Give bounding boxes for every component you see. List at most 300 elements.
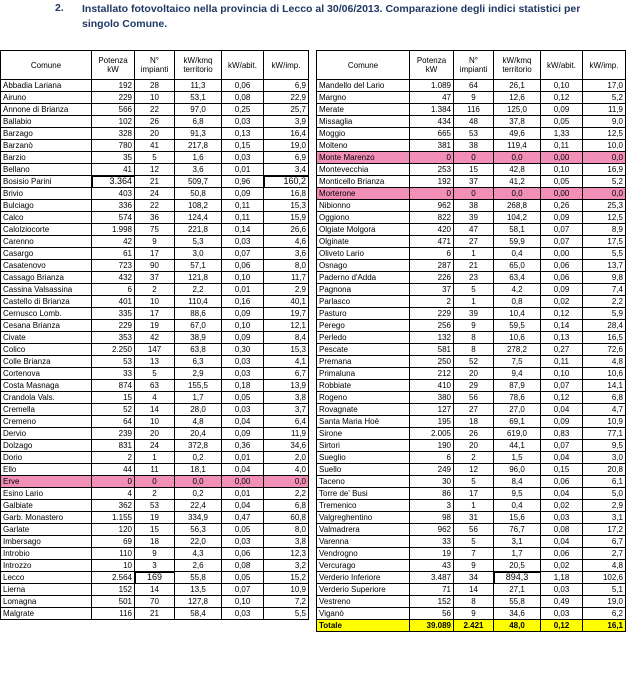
cell-kw-imp: 2,7	[583, 548, 626, 560]
table-row	[317, 248, 626, 260]
cell-impianti: 31	[454, 512, 494, 524]
cell-kw-kmq: 12,6	[494, 92, 541, 104]
cell-kw-abit: 0,11	[222, 200, 264, 212]
col-header-comune: Comune	[1, 51, 92, 80]
cell-potenza: 1.998	[92, 224, 135, 236]
cell-kw-kmq: 3,1	[494, 536, 541, 548]
cell-kw-imp: 6,8	[583, 392, 626, 404]
table-row	[317, 380, 626, 392]
cell-comune: Bulciago	[1, 200, 92, 212]
cell-comune: Sirtori	[317, 440, 410, 452]
cell-comune: Perledo	[317, 332, 410, 344]
cell-kw-abit: 0,10	[541, 80, 583, 92]
cell-impianti: 9	[454, 608, 494, 620]
cell-comune: Casatenovo	[1, 260, 92, 272]
cell-impianti: 10	[135, 416, 175, 428]
cell-comune: Primaluna	[317, 368, 410, 380]
cell-kw-imp: 12,1	[264, 320, 309, 332]
table-row	[1, 236, 309, 248]
cell-kw-abit: 0,01	[222, 284, 264, 296]
cell-comune: Sirone	[317, 428, 410, 440]
cell-kw-kmq: 63,4	[494, 272, 541, 284]
cell-kw-abit: 0,05	[541, 116, 583, 128]
cell-kw-imp: 19,0	[583, 596, 626, 608]
cell-impianti: 53	[135, 500, 175, 512]
cell-kw-kmq: 2,6	[175, 560, 222, 572]
cell-comune: Imbersago	[1, 536, 92, 548]
table-row	[1, 356, 309, 368]
cell-kw-kmq: 221,8	[175, 224, 222, 236]
cell-comune: Cremella	[1, 404, 92, 416]
total-impianti: 2.421	[454, 620, 494, 632]
cell-kw-kmq: 10,6	[494, 332, 541, 344]
cell-kw-abit: 0,14	[541, 320, 583, 332]
cell-kw-abit: 0,08	[222, 560, 264, 572]
table-row	[317, 392, 626, 404]
cell-kw-kmq: 37,8	[494, 116, 541, 128]
cell-impianti: 26	[454, 428, 494, 440]
cell-kw-abit: 0,16	[222, 296, 264, 308]
cell-potenza: 2.564	[92, 572, 135, 584]
cell-kw-abit: 0,26	[541, 200, 583, 212]
cell-potenza: 336	[92, 200, 135, 212]
cell-kw-imp: 34,6	[264, 440, 309, 452]
cell-kw-imp: 12,5	[583, 212, 626, 224]
table-row	[317, 260, 626, 272]
table-header-row	[317, 51, 626, 80]
col-header-kw-imp: kW/imp.	[264, 51, 309, 80]
cell-kw-imp: 16,9	[583, 164, 626, 176]
cell-kw-imp: 72,6	[583, 344, 626, 356]
cell-potenza: 15	[92, 392, 135, 404]
table-row	[317, 368, 626, 380]
cell-kw-imp: 12,3	[264, 548, 309, 560]
table-row	[1, 440, 309, 452]
table-row	[317, 128, 626, 140]
cell-comune: Merate	[317, 104, 410, 116]
cell-impianti: 2	[454, 452, 494, 464]
cell-potenza: 403	[92, 188, 135, 200]
cell-kw-abit: 0,09	[222, 308, 264, 320]
cell-potenza: 192	[92, 80, 135, 92]
cell-kw-kmq: 3,0	[175, 248, 222, 260]
cell-kw-imp: 22,9	[264, 92, 309, 104]
cell-kw-kmq: 56,3	[175, 524, 222, 536]
table-row	[1, 224, 309, 236]
cell-kw-kmq: 69,1	[494, 416, 541, 428]
cell-kw-imp: 28,4	[583, 320, 626, 332]
cell-kw-imp: 19,0	[264, 140, 309, 152]
table-row	[317, 596, 626, 608]
cell-potenza: 110	[92, 548, 135, 560]
cell-kw-imp: 6,9	[264, 152, 309, 164]
cell-kw-imp: 13,7	[583, 260, 626, 272]
cell-potenza: 1.089	[410, 80, 454, 92]
cell-comune: Premana	[317, 356, 410, 368]
cell-comune: Margno	[317, 92, 410, 104]
cell-potenza: 229	[410, 308, 454, 320]
cell-kw-abit: 0,05	[222, 392, 264, 404]
cell-impianti: 24	[135, 188, 175, 200]
cell-kw-imp: 25,7	[264, 104, 309, 116]
cell-impianti: 9	[135, 548, 175, 560]
cell-impianti: 2	[135, 488, 175, 500]
cell-kw-kmq: 104,2	[494, 212, 541, 224]
cell-comune: Varenna	[317, 536, 410, 548]
cell-impianti: 56	[454, 392, 494, 404]
cell-kw-kmq: 509,7	[175, 176, 222, 188]
cell-potenza: 71	[410, 584, 454, 596]
cell-comune: Montevecchia	[317, 164, 410, 176]
cell-impianti: 48	[454, 116, 494, 128]
cell-potenza: 33	[92, 368, 135, 380]
cell-kw-kmq: 96,0	[494, 464, 541, 476]
cell-comune: Viganò	[317, 608, 410, 620]
table-row	[317, 104, 626, 116]
table-row	[317, 92, 626, 104]
cell-kw-kmq: 53,1	[175, 92, 222, 104]
cell-kw-abit: 0,11	[541, 356, 583, 368]
table-row	[317, 500, 626, 512]
cell-kw-abit: 0,03	[222, 116, 264, 128]
cell-comune: Civate	[1, 332, 92, 344]
cell-kw-abit: 0,96	[222, 176, 264, 188]
cell-kw-imp: 5,2	[583, 92, 626, 104]
cell-kw-kmq: 42,8	[494, 164, 541, 176]
col-header-impianti: N° impianti	[135, 51, 175, 80]
cell-potenza: 566	[92, 104, 135, 116]
cell-impianti: 9	[454, 560, 494, 572]
cell-kw-abit: 0,12	[541, 92, 583, 104]
cell-kw-imp: 2,2	[264, 488, 309, 500]
cell-kw-imp: 8,0	[264, 524, 309, 536]
cell-kw-kmq: 4,3	[175, 548, 222, 560]
table-row	[317, 416, 626, 428]
cell-potenza: 53	[92, 356, 135, 368]
cell-potenza: 780	[92, 140, 135, 152]
table-row	[317, 536, 626, 548]
cell-impianti: 64	[454, 80, 494, 92]
cell-kw-abit: 0,01	[222, 164, 264, 176]
cell-kw-kmq: 121,8	[175, 272, 222, 284]
cell-kw-abit: 0,07	[541, 236, 583, 248]
cell-kw-kmq: 0,2	[175, 488, 222, 500]
cell-potenza: 362	[92, 500, 135, 512]
cell-kw-imp: 8,0	[264, 260, 309, 272]
cell-kw-imp: 5,0	[583, 488, 626, 500]
cell-comune: Barzago	[1, 128, 92, 140]
table-row	[317, 212, 626, 224]
cell-kw-abit: 0,07	[541, 380, 583, 392]
cell-comune: Parlasco	[317, 296, 410, 308]
cell-kw-imp: 3,8	[264, 392, 309, 404]
cell-kw-abit: 0,12	[541, 392, 583, 404]
cell-kw-imp: 17,0	[583, 80, 626, 92]
cell-kw-imp: 7,2	[264, 596, 309, 608]
cell-kw-abit: 0,04	[541, 404, 583, 416]
cell-impianti: 10	[135, 92, 175, 104]
cell-potenza: 239	[92, 428, 135, 440]
cell-potenza: 581	[410, 344, 454, 356]
cell-comune: Monte Marenzo	[317, 152, 410, 164]
cell-comune: Esino Lario	[1, 488, 92, 500]
table-row	[1, 560, 309, 572]
table-row	[317, 524, 626, 536]
table-row	[1, 308, 309, 320]
cell-kw-abit: 0,07	[222, 248, 264, 260]
cell-impianti: 20	[135, 428, 175, 440]
cell-kw-kmq: 20,5	[494, 560, 541, 572]
cell-impianti: 1	[454, 500, 494, 512]
cell-kw-abit: 0,03	[541, 608, 583, 620]
cell-comune: Bosisio Parini	[1, 176, 92, 188]
cell-kw-imp: 6,4	[264, 416, 309, 428]
cell-kw-kmq: 57,1	[175, 260, 222, 272]
cell-kw-kmq: 268,8	[494, 200, 541, 212]
cell-kw-abit: 0,07	[541, 440, 583, 452]
cell-comune: Molteno	[317, 140, 410, 152]
table-row	[317, 152, 626, 164]
col-header-kw-abit: kW/abit.	[541, 51, 583, 80]
table-row	[317, 440, 626, 452]
cell-kw-imp: 6,1	[583, 476, 626, 488]
cell-kw-abit: 0,13	[541, 332, 583, 344]
table-row	[317, 452, 626, 464]
cell-comune: Casargo	[1, 248, 92, 260]
cell-impianti: 34	[454, 572, 494, 584]
total-label: Totale	[317, 620, 410, 632]
cell-impianti: 28	[135, 80, 175, 92]
cell-comune: Annone di Brianza	[1, 104, 92, 116]
total-kw-abit: 0,12	[541, 620, 583, 632]
cell-potenza: 962	[410, 200, 454, 212]
cell-kw-abit: 0,06	[222, 80, 264, 92]
right-data-table	[316, 50, 626, 632]
cell-kw-abit: 0,11	[222, 212, 264, 224]
cell-kw-imp: 5,5	[264, 608, 309, 620]
cell-potenza: 410	[410, 380, 454, 392]
cell-kw-kmq: 119,4	[494, 140, 541, 152]
cell-kw-abit: 0,04	[541, 452, 583, 464]
table-row	[1, 260, 309, 272]
cell-kw-kmq: 372,8	[175, 440, 222, 452]
table-row	[317, 224, 626, 236]
table-row	[1, 488, 309, 500]
cell-potenza: 116	[92, 608, 135, 620]
cell-potenza: 86	[410, 488, 454, 500]
cell-kw-kmq: 1,5	[494, 452, 541, 464]
cell-kw-imp: 40,1	[264, 296, 309, 308]
table-row	[1, 212, 309, 224]
cell-impianti: 63	[135, 380, 175, 392]
cell-kw-imp: 9,5	[583, 440, 626, 452]
cell-potenza: 249	[410, 464, 454, 476]
cell-kw-kmq: 34,6	[494, 608, 541, 620]
cell-kw-abit: 0,15	[541, 464, 583, 476]
cell-impianti: 47	[454, 224, 494, 236]
cell-kw-abit: 1,33	[541, 128, 583, 140]
cell-comune: Mandello del Lario	[317, 80, 410, 92]
cell-potenza: 723	[92, 260, 135, 272]
table-row	[317, 188, 626, 200]
cell-kw-imp: 2,9	[583, 500, 626, 512]
cell-impianti: 9	[454, 320, 494, 332]
cell-potenza: 434	[410, 116, 454, 128]
cell-kw-imp: 19,7	[264, 308, 309, 320]
cell-kw-imp: 0,0	[583, 188, 626, 200]
cell-comune: Olgiate Molgora	[317, 224, 410, 236]
table-row	[317, 332, 626, 344]
cell-potenza: 2.005	[410, 428, 454, 440]
cell-potenza: 212	[410, 368, 454, 380]
table-row	[1, 548, 309, 560]
cell-potenza: 874	[92, 380, 135, 392]
cell-kw-imp: 16,5	[583, 332, 626, 344]
cell-kw-kmq: 87,9	[494, 380, 541, 392]
cell-potenza: 102	[92, 116, 135, 128]
cell-comune: Dervio	[1, 428, 92, 440]
cell-kw-abit: 0,03	[541, 584, 583, 596]
cell-comune: Garlate	[1, 524, 92, 536]
cell-kw-kmq: 28,0	[175, 404, 222, 416]
cell-impianti: 15	[135, 524, 175, 536]
cell-kw-kmq: 22,0	[175, 536, 222, 548]
cell-kw-abit: 0,10	[541, 164, 583, 176]
cell-kw-imp: 26,6	[264, 224, 309, 236]
cell-potenza: 3.487	[410, 572, 454, 584]
cell-kw-kmq: 0,2	[175, 452, 222, 464]
cell-comune: Robbiate	[317, 380, 410, 392]
cell-potenza: 665	[410, 128, 454, 140]
cell-kw-imp: 102,6	[583, 572, 626, 584]
cell-kw-abit: 0,10	[222, 272, 264, 284]
table-row	[1, 104, 309, 116]
total-kw-imp: 16,1	[583, 620, 626, 632]
cell-potenza: 380	[410, 392, 454, 404]
section-title	[0, 0, 628, 46]
table-row	[317, 512, 626, 524]
cell-kw-kmq: 55,8	[494, 596, 541, 608]
cell-kw-imp: 3,4	[264, 164, 309, 176]
table-row	[1, 572, 309, 584]
cell-kw-abit: 0,49	[541, 596, 583, 608]
table-row	[1, 464, 309, 476]
cell-impianti: 21	[135, 176, 175, 188]
cell-kw-imp: 14,1	[583, 380, 626, 392]
cell-kw-imp: 9,0	[583, 116, 626, 128]
cell-comune: Introbio	[1, 548, 92, 560]
cell-potenza: 420	[410, 224, 454, 236]
cell-impianti: 15	[454, 164, 494, 176]
cell-comune: Monticello Brianza	[317, 176, 410, 188]
table-row	[1, 272, 309, 284]
cell-potenza: 353	[92, 332, 135, 344]
cell-impianti: 14	[135, 404, 175, 416]
cell-kw-abit: 0,06	[541, 272, 583, 284]
cell-kw-imp: 10,0	[583, 140, 626, 152]
cell-kw-abit: 0,04	[222, 416, 264, 428]
cell-kw-abit: 0,06	[222, 548, 264, 560]
cell-potenza: 432	[92, 272, 135, 284]
table-row	[1, 296, 309, 308]
cell-impianti: 17	[135, 248, 175, 260]
cell-kw-kmq: 88,6	[175, 308, 222, 320]
cell-kw-imp: 2,2	[583, 296, 626, 308]
cell-potenza: 190	[410, 440, 454, 452]
cell-potenza: 2.250	[92, 344, 135, 356]
cell-comune: Carenno	[1, 236, 92, 248]
cell-kw-kmq: 6,3	[175, 356, 222, 368]
cell-kw-abit: 0,09	[541, 284, 583, 296]
cell-comune: Castello di Brianza	[1, 296, 92, 308]
cell-comune: Malgrate	[1, 608, 92, 620]
cell-kw-kmq: 110,4	[175, 296, 222, 308]
cell-kw-kmq: 894,3	[494, 572, 541, 584]
table-row	[1, 176, 309, 188]
table-row	[317, 488, 626, 500]
table-row	[1, 320, 309, 332]
cell-impianti: 41	[135, 140, 175, 152]
table-row	[1, 92, 309, 104]
cell-kw-abit: 1,18	[541, 572, 583, 584]
table-row	[1, 608, 309, 620]
cell-kw-abit: 0,09	[222, 332, 264, 344]
cell-kw-abit: 0,11	[541, 140, 583, 152]
cell-impianti: 19	[135, 320, 175, 332]
cell-kw-imp: 6,9	[264, 80, 309, 92]
table-row	[317, 572, 626, 584]
cell-potenza: 0	[92, 476, 135, 488]
cell-potenza: 192	[410, 176, 454, 188]
cell-potenza: 328	[92, 128, 135, 140]
cell-kw-imp: 15,3	[264, 200, 309, 212]
cell-comune: Valgreghentino	[317, 512, 410, 524]
cell-impianti: 24	[135, 440, 175, 452]
cell-comune: Cortenova	[1, 368, 92, 380]
cell-impianti: 9	[135, 236, 175, 248]
cell-kw-abit: 0,04	[541, 488, 583, 500]
cell-kw-imp: 4,7	[583, 404, 626, 416]
cell-kw-kmq: 155,5	[175, 380, 222, 392]
cell-kw-abit: 0,09	[541, 212, 583, 224]
cell-kw-abit: 0,10	[222, 596, 264, 608]
cell-potenza: 30	[410, 476, 454, 488]
cell-comune: Pagnona	[317, 284, 410, 296]
cell-kw-abit: 0,07	[222, 584, 264, 596]
cell-impianti: 20	[135, 128, 175, 140]
cell-comune: Sueglio	[317, 452, 410, 464]
cell-impianti: 14	[454, 584, 494, 596]
cell-impianti: 23	[454, 272, 494, 284]
cell-kw-abit: 0,03	[222, 152, 264, 164]
cell-potenza: 152	[410, 596, 454, 608]
section-heading: Installato fotovoltaico nella provincia di Lecco al 30/06/2013. Comparazione degli indici statistici per singolo Comune.	[82, 3, 581, 30]
cell-comune: Garb. Monastero	[1, 512, 92, 524]
cell-kw-imp: 12,5	[583, 128, 626, 140]
cell-kw-abit: 0,06	[222, 260, 264, 272]
cell-kw-abit: 0,09	[222, 428, 264, 440]
cell-potenza: 3.364	[92, 176, 135, 188]
cell-comune: Introzzo	[1, 560, 92, 572]
cell-potenza: 256	[410, 320, 454, 332]
table-row	[317, 548, 626, 560]
table-row	[1, 368, 309, 380]
cell-potenza: 6	[410, 452, 454, 464]
cell-comune: Barzio	[1, 152, 92, 164]
table-row	[1, 284, 309, 296]
cell-potenza: 501	[92, 596, 135, 608]
cell-kw-abit: 0,30	[222, 344, 264, 356]
